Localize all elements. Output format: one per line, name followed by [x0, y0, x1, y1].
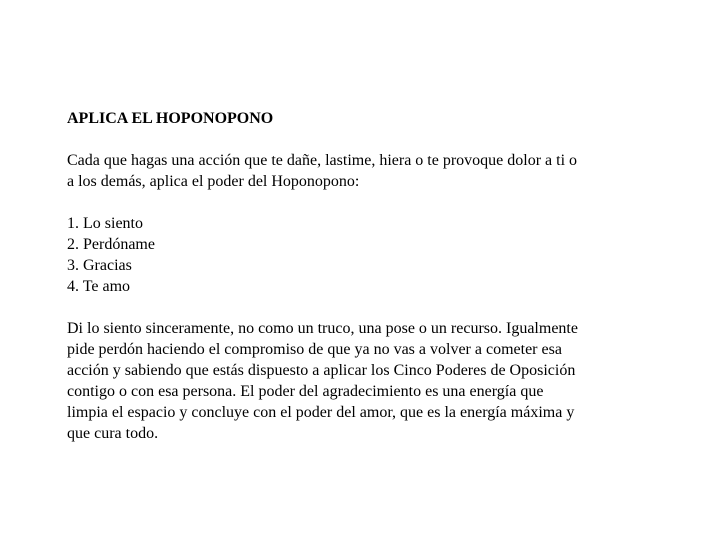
steps-list [67, 213, 627, 297]
closing-line: acción y sabiendo que estás dispuesto a aplicar los Cinco Poderes de Oposición [67, 362, 576, 379]
list-item: 1. Lo siento [67, 215, 143, 232]
list-item: 4. Te amo [67, 278, 131, 295]
closing-line: limpia el espacio y concluye con el poder del amor, que es la energía máxima y [67, 404, 575, 421]
closing-paragraph [67, 318, 627, 444]
intro-line: Cada que hagas una acción que te dañe, lastime, hiera o te provoque dolor a ti o [67, 152, 578, 169]
closing-line: contigo o con esa persona. El poder del agradecimiento es una energía que [67, 383, 544, 400]
document-body [67, 108, 627, 444]
closing-line: pide perdón haciendo el compromiso de que ya no vas a volver a cometer esa [67, 341, 562, 358]
paragraph-spacer [67, 297, 627, 318]
intro-paragraph [67, 150, 627, 192]
closing-line: que cura todo. [67, 425, 159, 442]
paragraph-spacer [67, 192, 627, 213]
document-title: APLICA EL HOPONOPONO [67, 110, 274, 127]
closing-line: Di lo siento sinceramente, no como un truco, una pose o un recurso. Igualmente [67, 320, 578, 337]
list-item: 2. Perdóname [67, 236, 155, 253]
list-item: 3. Gracias [67, 257, 132, 274]
intro-line: a los demás, aplica el poder del Hoponopono: [67, 173, 360, 190]
